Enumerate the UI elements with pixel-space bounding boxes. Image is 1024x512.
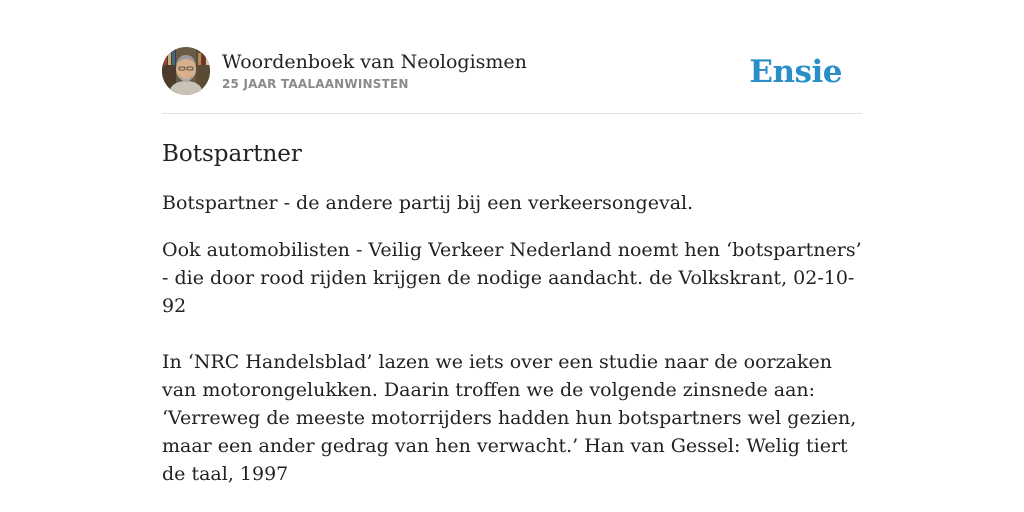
brand-logo[interactable]: Ensie bbox=[749, 54, 842, 90]
entry-card bbox=[162, 46, 862, 488]
author-block bbox=[222, 50, 527, 93]
author-name[interactable]: Woordenboek van Neologismen bbox=[222, 50, 527, 73]
header-divider bbox=[162, 113, 862, 114]
author-portrait-icon bbox=[162, 47, 210, 95]
author-header bbox=[162, 46, 862, 96]
author-subtitle: 25 JAAR TAALAANWINSTEN bbox=[222, 76, 409, 91]
entry-definition: Botspartner - de andere partij bij een verkeersongeval. bbox=[162, 192, 694, 214]
entry-quote: In ‘NRC Handelsblad’ lazen we iets over een studie naar de oorzaken van motorongelukken. Daarin troffen we de volgende zinsnede aan: ‘Verreweg de meeste motorrijders hadden hun botspartners wel gezien, maar een ander gedrag van hen verwacht.’ Han van Gessel: Welig tiert de taal, 1997 bbox=[162, 351, 857, 485]
entry-title: Botspartner bbox=[162, 141, 302, 167]
avatar[interactable] bbox=[162, 47, 210, 95]
entry-quote: Ook automobilisten - Veilig Verkeer Nederland noemt hen ‘botspartners’ - die door rood rijden krijgen de nodige aandacht. de Volkskrant, 02-10-92 bbox=[162, 239, 862, 317]
